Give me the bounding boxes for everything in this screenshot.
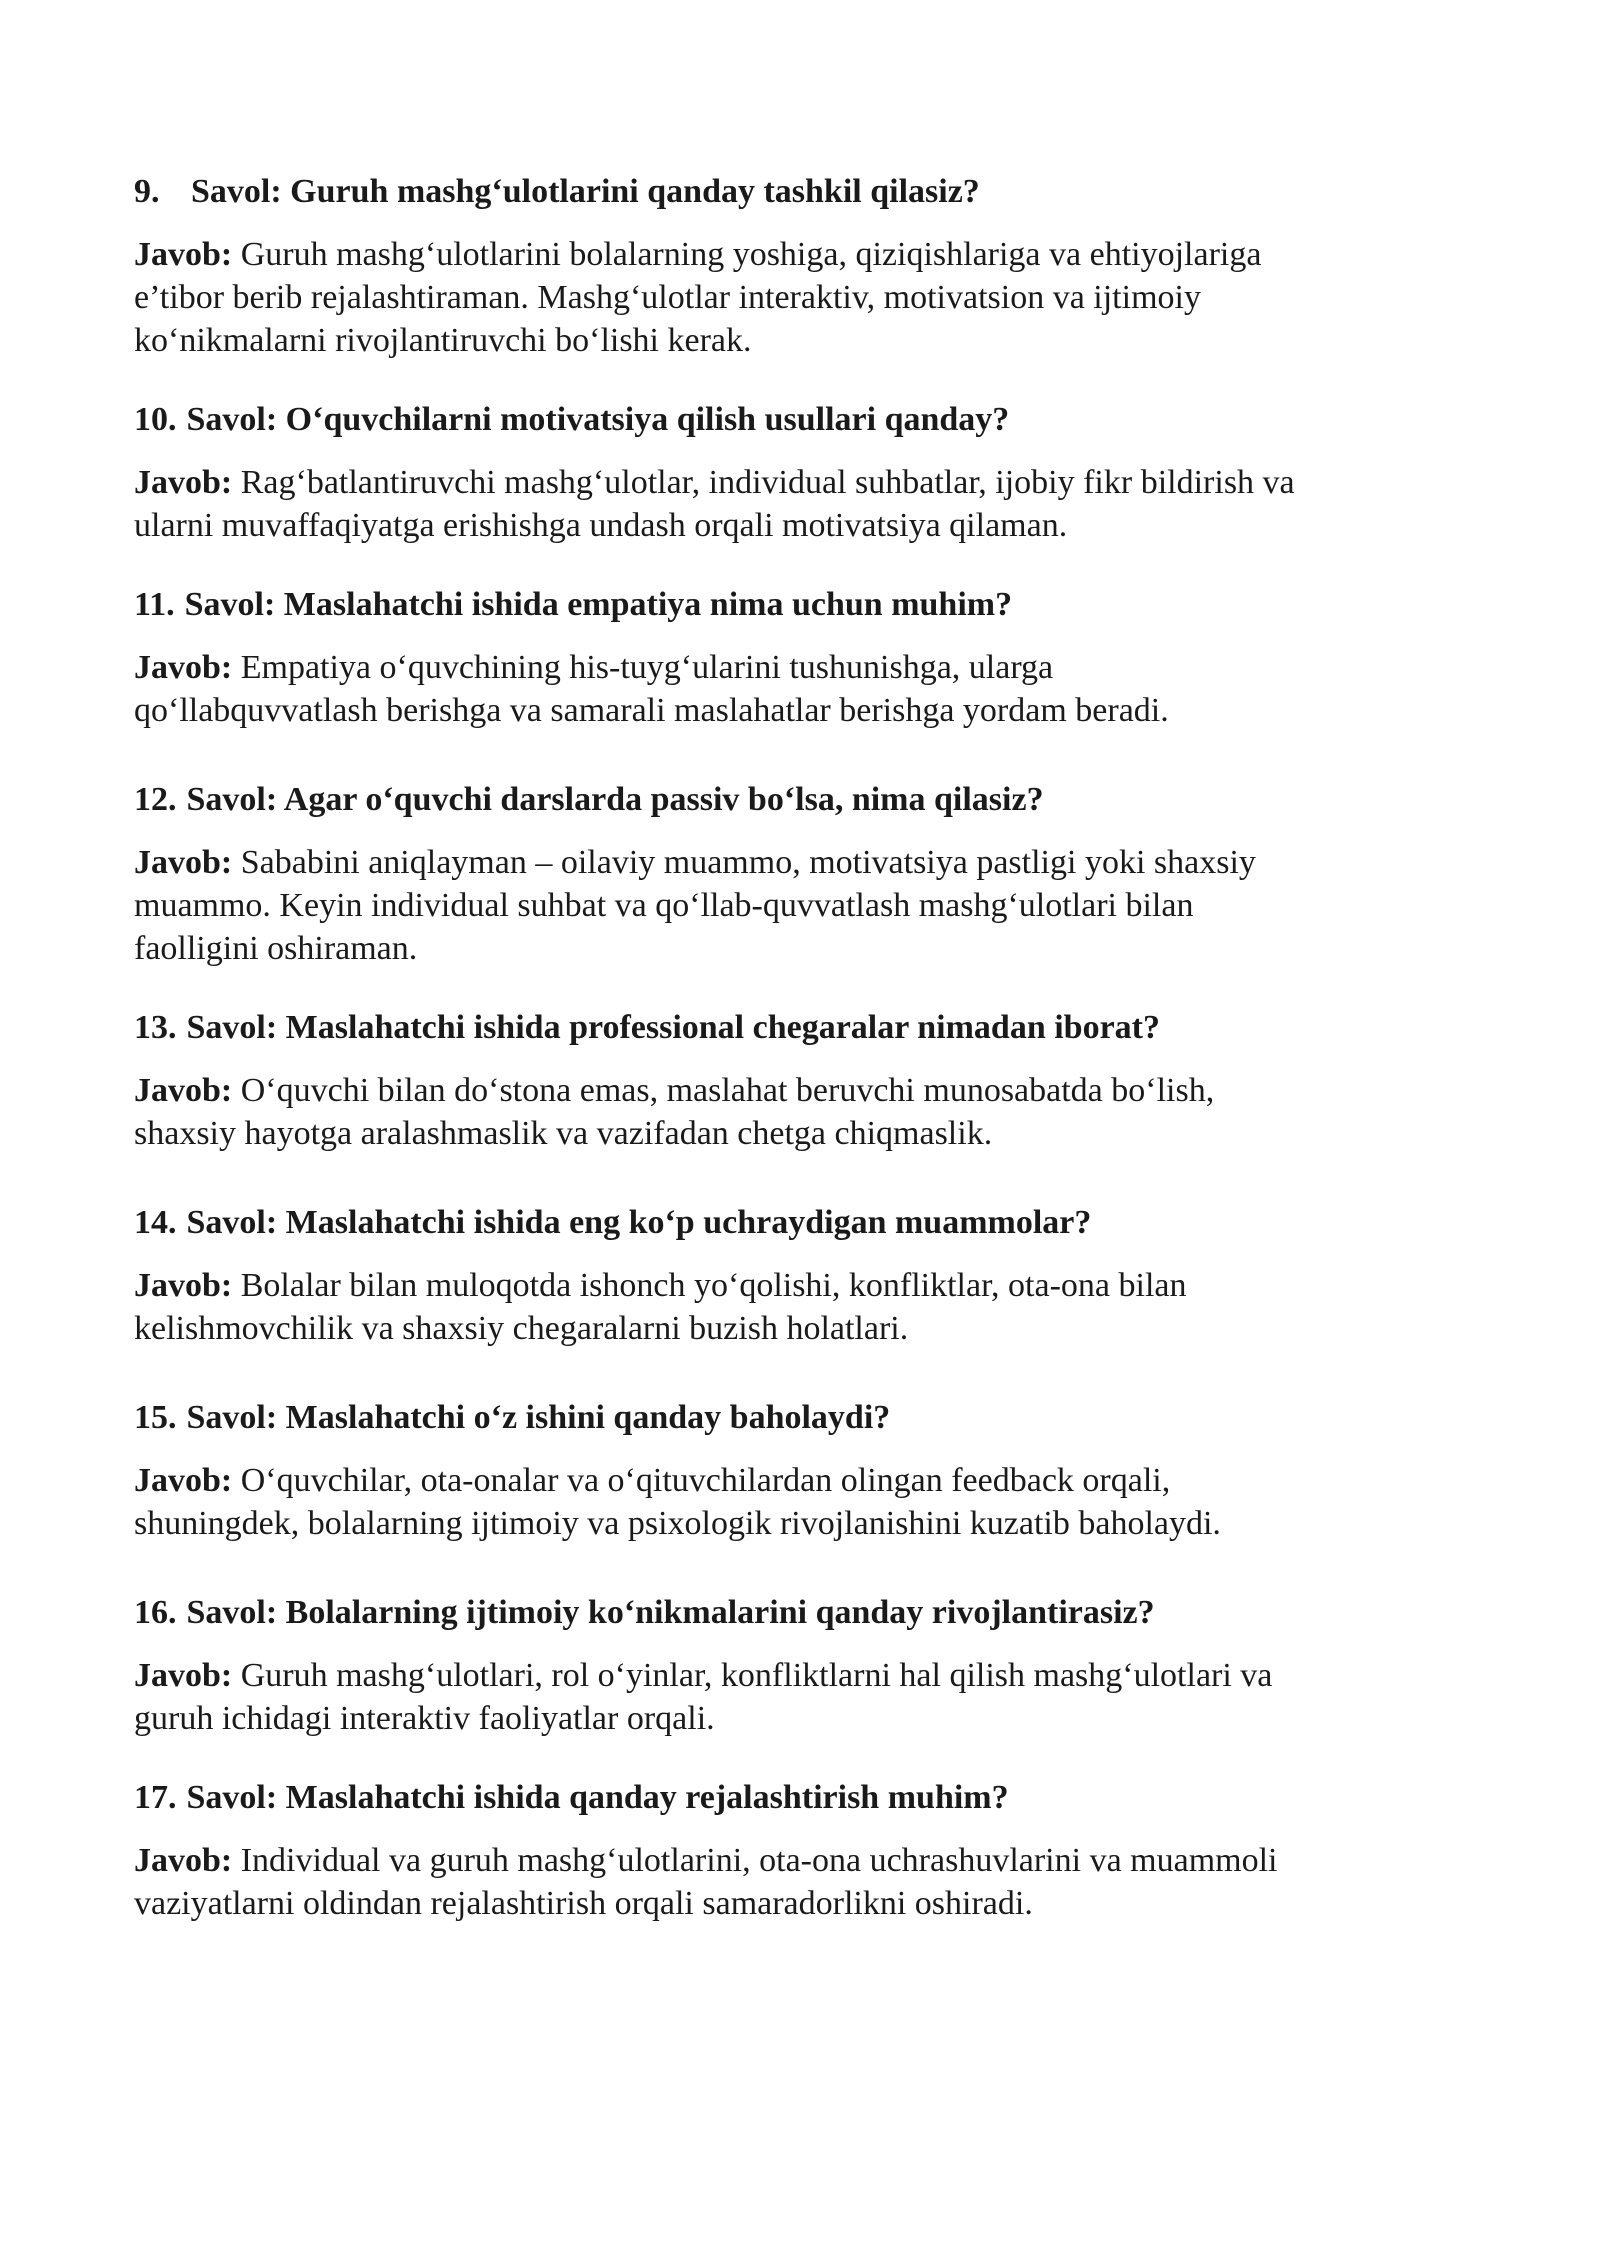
qa-item — [134, 583, 1464, 732]
qa-item — [134, 778, 1464, 970]
answer-line: vaziyatlarni oldindan rejalashtirish orqali samaradorlikni oshiradi. — [134, 1885, 1033, 1922]
answer-paragraph — [134, 233, 1464, 362]
answer-paragraph — [134, 1459, 1464, 1545]
qa-item — [134, 1396, 1464, 1545]
qa-item — [134, 398, 1464, 547]
question-text: Savol: Bolalarning ijtimoiy ko‘nikmalarini qanday rivojlantirasiz? — [186, 1594, 1155, 1631]
question-heading — [134, 1396, 1464, 1439]
answer-label: Javob: — [134, 464, 233, 501]
question-number: 15. — [134, 1399, 177, 1436]
answer-line: Empatiya o‘quvchining his-tuyg‘ularini tushunishga, ularga — [240, 649, 1054, 686]
question-number: 10. — [134, 401, 177, 438]
question-heading — [134, 1006, 1464, 1049]
qa-item — [134, 170, 1464, 362]
answer-line: shuningdek, bolalarning ijtimoiy va psixologik rivojlanishini kuzatib baholaydi. — [134, 1505, 1221, 1542]
question-number: 9. — [134, 173, 160, 210]
answer-line: muammo. Keyin individual suhbat va qo‘llab-quvvatlash mashg‘ulotlari bilan — [134, 887, 1194, 924]
answer-paragraph — [134, 841, 1464, 970]
question-text: Savol: Maslahatchi ishida qanday rejalashtirish muhim? — [186, 1779, 1009, 1816]
question-heading — [134, 170, 1464, 213]
question-heading — [134, 1591, 1464, 1634]
question-text: Savol: Maslahatchi ishida professional chegaralar nimadan iborat? — [186, 1009, 1160, 1046]
answer-paragraph — [134, 1839, 1464, 1925]
answer-paragraph — [134, 1069, 1464, 1155]
answer-line: Sababini aniqlayman – oilaviy muammo, motivatsiya pastligi yoki shaxsiy — [240, 844, 1256, 881]
question-heading — [134, 778, 1464, 821]
answer-line: e’tibor berib rejalashtiraman. Mashg‘ulotlar interaktiv, motivatsion va ijtimoiy — [134, 279, 1201, 316]
qa-item — [134, 1776, 1464, 1925]
answer-paragraph — [134, 1264, 1464, 1350]
question-heading — [134, 583, 1464, 626]
question-heading — [134, 398, 1464, 441]
question-number: 11. — [134, 586, 175, 623]
question-heading — [134, 1776, 1464, 1819]
qa-item — [134, 1006, 1464, 1155]
answer-label: Javob: — [134, 1462, 233, 1499]
answer-label: Javob: — [134, 649, 233, 686]
answer-line: Guruh mashg‘ulotlari, rol o‘yinlar, konfliktlarni hal qilish mashg‘ulotlari va — [240, 1657, 1273, 1694]
answer-line: O‘quvchilar, ota-onalar va o‘qituvchilardan olingan feedback orqali, — [240, 1462, 1171, 1499]
answer-label: Javob: — [134, 1072, 233, 1109]
answer-label: Javob: — [134, 1267, 233, 1304]
answer-label: Javob: — [134, 1842, 233, 1879]
answer-line: kelishmovchilik va shaxsiy chegaralarni buzish holatlari. — [134, 1310, 909, 1347]
question-text: Savol: Maslahatchi ishida eng ko‘p uchraydigan muammolar? — [186, 1204, 1092, 1241]
answer-line: ularni muvaffaqiyatga erishishga undash orqali motivatsiya qilaman. — [134, 507, 1068, 544]
qa-item — [134, 1201, 1464, 1350]
answer-line: Rag‘batlantiruvchi mashg‘ulotlar, individual suhbatlar, ijobiy fikr bildirish va — [240, 464, 1295, 501]
question-heading — [134, 1201, 1464, 1244]
answer-line: Bolalar bilan muloqotda ishonch yo‘qolishi, konfliktlar, ota-ona bilan — [240, 1267, 1187, 1304]
answer-label: Javob: — [134, 844, 233, 881]
question-number: 14. — [134, 1204, 177, 1241]
answer-line: Guruh mashg‘ulotlarini bolalarning yoshiga, qiziqishlariga va ehtiyojlariga — [240, 236, 1262, 273]
question-text: Savol: Maslahatchi o‘z ishini qanday baholaydi? — [186, 1399, 891, 1436]
answer-line: O‘quvchi bilan do‘stona emas, maslahat beruvchi munosabatda bo‘lish, — [240, 1072, 1215, 1109]
question-number: 16. — [134, 1594, 177, 1631]
answer-paragraph — [134, 1654, 1464, 1740]
answer-line: Individual va guruh mashg‘ulotlarini, ota-ona uchrashuvlarini va muammoli — [240, 1842, 1278, 1879]
question-number: 13. — [134, 1009, 177, 1046]
question-text: Savol: Guruh mashg‘ulotlarini qanday tashkil qilasiz? — [191, 173, 980, 210]
answer-line: faolligini oshiraman. — [134, 930, 418, 967]
question-text: Savol: Maslahatchi ishida empatiya nima uchun muhim? — [184, 586, 1013, 623]
question-number: 17. — [134, 1779, 177, 1816]
answer-label: Javob: — [134, 236, 233, 273]
qa-item — [134, 1591, 1464, 1740]
answer-line: qo‘llabquvvatlash berishga va samarali maslahatlar berishga yordam beradi. — [134, 692, 1169, 729]
answer-label: Javob: — [134, 1657, 233, 1694]
answer-line: ko‘nikmalarni rivojlantiruvchi bo‘lishi kerak. — [134, 322, 752, 359]
answer-paragraph — [134, 646, 1464, 732]
answer-paragraph — [134, 461, 1464, 547]
question-number: 12. — [134, 781, 177, 818]
document-page — [134, 170, 1464, 1925]
answer-line: shaxsiy hayotga aralashmaslik va vazifadan chetga chiqmaslik. — [134, 1115, 993, 1152]
question-text: Savol: Agar o‘quvchi darslarda passiv bo‘lsa, nima qilasiz? — [186, 781, 1044, 818]
question-text: Savol: O‘quvchilarni motivatsiya qilish usullari qanday? — [186, 401, 1010, 438]
answer-line: guruh ichidagi interaktiv faoliyatlar orqali. — [134, 1700, 715, 1737]
